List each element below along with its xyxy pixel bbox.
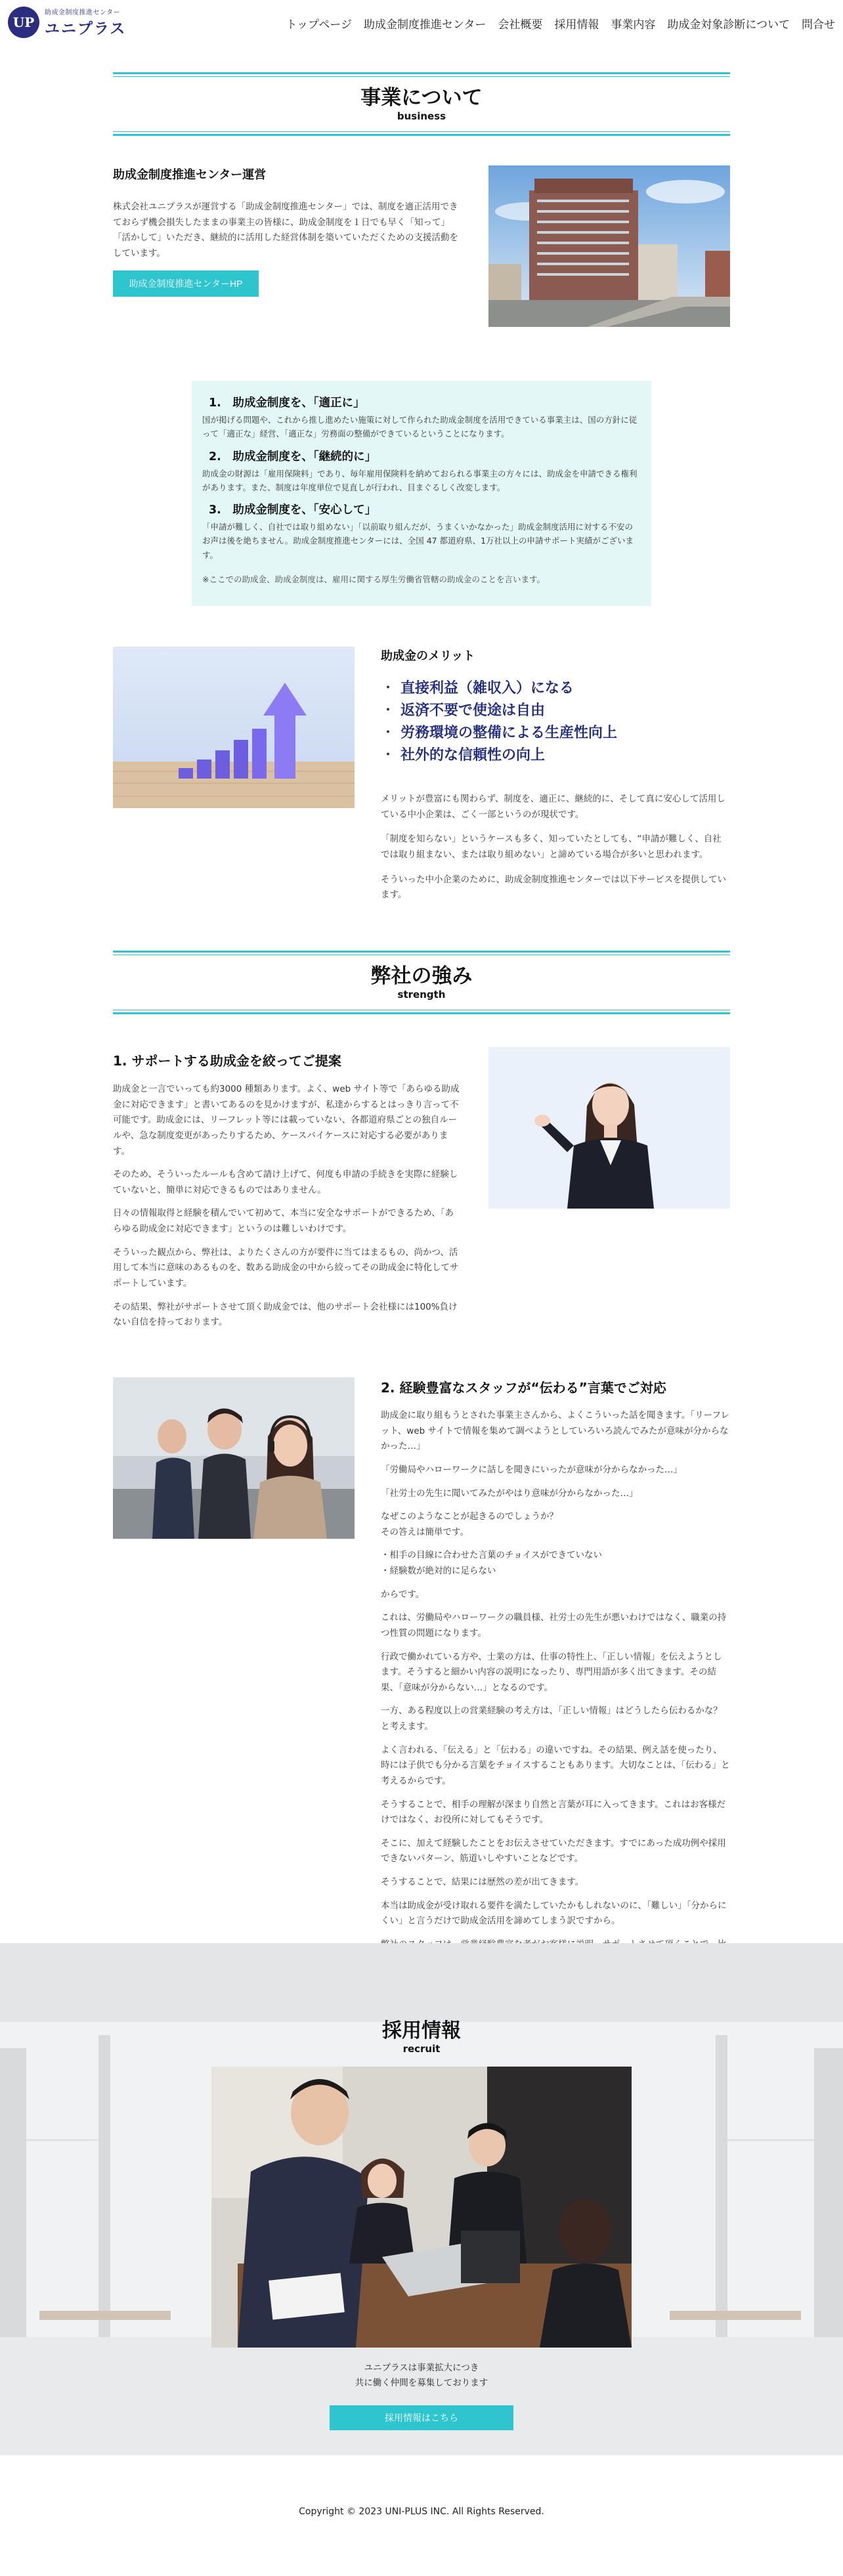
logo-text [45, 7, 126, 38]
subsidy-note: ※ここでの助成金、助成金制度は、雇用に関する厚生労働省管轄の助成金のことを言います。 [202, 574, 545, 584]
strength-2-paragraph: そうすることで、相手の理解が深まり自然と言葉が耳に入ってきます。これはお客様だけではなく、お役所に対してもそうです。 [381, 1799, 726, 1826]
site-header [0, 0, 843, 46]
merit-item-label: 労務環境の整備による生産性向上 [400, 725, 618, 742]
support-staff-image [488, 1047, 730, 1209]
merit-paragraph: メリットが豊富にも関わらず、制度を、適正に、継続的に、そして真に安心して活用している中小企業は、ごく一部というのが現状です。 [381, 794, 725, 820]
office-building-image [488, 165, 730, 327]
call-center-image [113, 1377, 355, 1539]
logo-emblem-icon [8, 7, 39, 38]
strength-1-paragraph: 日々の情報取得と経験を積んでいて初めて、本当に安全なサポートができるため、「あらゆる助成金に対応できます」というのは難しいわけです。 [113, 1208, 454, 1234]
point-1-text: 国が掲げる問題や、これから推し進めたい施策に対して作られた助成金制度を活用できている事業主は、国の方針に従って「適正な」経営、「適正な」労務面の整備ができているということになります。 [202, 415, 638, 439]
merit-heading: 助成金のメリット [381, 649, 475, 663]
nav-item-business[interactable]: 事業内容 [611, 18, 656, 32]
business-heading: 助成金制度推進センター運営 [113, 168, 267, 182]
merit-list [381, 677, 617, 767]
point-3-text: 「申請が難しく、自社では取り組めない」「以前取り組んだが、うまくいかなかった」助成金制度活用に対する不安のお声は後を絶ちません。助成金制度推進センターには、全国 47 都道府県、1万社以上の申請サポート実績がございます。 [202, 522, 634, 560]
merit-item-label: 返済不要で使途は自由 [400, 702, 546, 719]
strength-2-paragraph: 助成金に取り組もうとされた事業主さんから、よくこういった話を聞きます。「リーフレット、web サイトで情報を集めて調べようとしていろいろ読んでみたが意味が分からなかった…」 [381, 1410, 729, 1452]
title-rule-top [113, 951, 730, 953]
recruit-message-line: 共に働く仲間を募集しております [355, 2377, 488, 2388]
strength-2-paragraph: 本当は助成金が受け取れる要件を満たしていたかもしれないのに、「難しい」「分からにくい」と言うだけで助成金活用を諦めてしまう訳ですから。 [381, 1900, 727, 1927]
main-nav [286, 15, 835, 32]
recruit-team-image [211, 2067, 632, 2348]
site-logo[interactable] [8, 7, 126, 38]
logo-name: ユニプラス [45, 20, 127, 37]
recruit-message-line: ユニプラスは事業拡大につき [364, 2363, 479, 2373]
business-title-en: business [397, 110, 446, 123]
merit-paragraph: 「制度を知らない」というケースも多く、知っていたとしても、“申請が難しく、自社では取り組まない、または取り組めない」と諦めている場合が多いと思われます。 [381, 834, 722, 860]
recruit-message [0, 2361, 843, 2391]
strength-1-text [113, 1082, 462, 1339]
center-hp-button[interactable]: 助成金制度推進センターHP [113, 270, 259, 297]
merit-item-label: 社外的な信頼性の向上 [400, 747, 546, 764]
logo-subtitle: 助成金制度推進センター [45, 9, 121, 16]
merit-bullet: ・ [381, 702, 396, 719]
strength-2-paragraph: 行政で働かれている方や、士業の方は、仕事の特性上、「正しい情報」を伝えようとします。そうすると細かい内容の説明になったり、専門用語が多く出てきます。その結果、「意味が分からない…」となるのです。 [381, 1651, 722, 1693]
strength-1-heading: 1. サポートする助成金を絞ってご提案 [113, 1053, 341, 1069]
nav-item-company[interactable]: 会社概要 [498, 18, 543, 32]
recruit-info-button[interactable]: 採用情報はこちら [330, 2405, 513, 2430]
strength-section-title [113, 951, 730, 1014]
nav-item-diagnosis[interactable]: 助成金対象診断について [667, 18, 790, 32]
merit-bullet: ・ [381, 680, 396, 697]
nav-item-contact[interactable]: 問合せ [802, 18, 835, 32]
merit-item [381, 722, 617, 744]
title-rule-bottom [113, 1012, 730, 1014]
strength-2-paragraph: 「社労士の先生に聞いてみたがやはり意味が分からなかった…」 [381, 1488, 638, 1499]
strength-2-paragraph: からです。 [381, 1589, 425, 1600]
merit-paragraph: そういった中小企業のために、助成金制度推進センターでは以下サービスを提供しています。 [381, 874, 726, 901]
business-section-title [113, 72, 730, 136]
title-rule-bottom-thin [113, 131, 730, 132]
nav-item-top[interactable]: トップページ [286, 18, 352, 32]
point-2-title: 2. 助成金制度を、「継続的に」 [209, 450, 377, 463]
business-points-box [192, 381, 651, 606]
strength-2-paragraph: よく言われる、「伝える」と「伝わる」の違いですね。その結果、例え話を使ったり、時には子供でも分かる言葉をチョイスすることもあります。大切なことは、「伝わる」と考えるからです。 [381, 1744, 730, 1786]
recruit-title: 採用情報 [382, 2019, 461, 2042]
strength-2-paragraph: なぜこのようなことが起きるのでしょうか？ その答えは簡単です。 [381, 1511, 558, 1537]
merit-item [381, 677, 617, 700]
point-2-text: 助成金の財源は「雇用保険料」であり、毎年雇用保険料を納めておられる事業主の方々には、助成金を申請できる権利があります。また、制度は年度単位で見直しが行われ、目まぐるしく改変します。 [202, 468, 638, 492]
merit-bullet: ・ [381, 725, 396, 742]
strength-2-heading: 2. 経験豊富なスタッフが“伝わる”言葉でご対応 [381, 1380, 666, 1396]
merit-item [381, 744, 617, 767]
point-1-title: 1. 助成金制度を、「適正に」 [209, 397, 365, 410]
strength-2-paragraph: そうすることで、結果には歴然の差が出てきます。 [381, 1877, 584, 1887]
strength-title: 弊社の強み [370, 964, 473, 988]
logo-mark-text: UP [12, 14, 35, 30]
strength-2-text [381, 1408, 730, 1976]
footer-copyright: Copyright © 2023 UNI-PLUS INC. All Rights Reserved. [299, 2506, 544, 2517]
strength-1-paragraph: 助成金と一言でいっても約3000 種類あります。よく、web サイト等で「あらゆる助成金に対応できます」と書いてあるのを見かけますが、私達からするとはっきり言って不可能です。助成金には、リーフレット等には載っていない、各都道府県ごとの独自ルールや、急な制度変更があったりするため、ケースバイケースに対応する必要があります。 [113, 1084, 460, 1157]
strength-title-en: strength [397, 989, 446, 1001]
point-3-title: 3. 助成金制度を、「安心して」 [209, 504, 377, 517]
title-rule-top-thin [113, 76, 730, 77]
merit-item [381, 700, 617, 722]
strength-2-paragraph: そこに、加えて経験したことをお伝えさせていただきます。すでにあった成功例や採用できないパターン、筋道いしやすいことなどです。 [381, 1837, 726, 1864]
strength-2-paragraph: 「労働局やハローワークに話しを聞きにいったが意味が分からなかった…」 [381, 1464, 682, 1475]
merit-description [381, 792, 730, 912]
strength-2-paragraph: 一方、ある程度以上の営業経験の考え方は、「正しい情報」はどうしたら伝わるかな？と考えます。 [381, 1706, 722, 1732]
strength-2-paragraph: ・相手の目線に合わせた言葉のチョイスができていない ・経験数が絶対的に足らない [381, 1550, 602, 1576]
merit-item-label: 直接利益（雑収入）になる [400, 680, 574, 697]
nav-item-recruit[interactable]: 採用情報 [554, 18, 599, 32]
title-rule-top [113, 72, 730, 74]
growth-chart-image [113, 647, 355, 808]
business-description: 株式会社ユニプラスが運営する「助成金制度推進センター」では、制度を適正活用できておらず機会損失したままの事業主の皆様に、助成金制度を１日でも早く「知って」「活かして」いただき、継続的に活用した経営体制を築いていただくための支援活動をしています。 [113, 202, 458, 259]
strength-1-paragraph: そういった観点から、弊社は、よりたくさんの方が要件に当てはまるもの、尚かつ、活用して本当に意味のあるものを、数ある助成金の中から絞ってその助成金に特化してサポートしています。 [113, 1247, 459, 1289]
title-rule-bottom [113, 134, 730, 136]
strength-1-paragraph: その結果、弊社がサポートさせて頂く助成金では、他のサポート会社様には100%負けない自信を持っております。 [113, 1301, 458, 1328]
recruit-title-en: recruit [402, 2043, 441, 2055]
merit-bullet: ・ [381, 747, 396, 764]
nav-item-center[interactable]: 助成金制度推進センター [364, 18, 486, 32]
recruit-section-title [0, 2014, 843, 2055]
strength-1-paragraph: そのため、そういったルールも含めて請け上げて、何度も申請の手続きを実際に経験していないと、簡単に対応できるものではありません。 [113, 1169, 458, 1195]
business-title: 事業について [360, 86, 483, 110]
strength-2-paragraph: これは、労働局やハローワークの職員様、社労士の先生が悪いわけではなく、職業の持つ性質の問題になります。 [381, 1612, 727, 1639]
